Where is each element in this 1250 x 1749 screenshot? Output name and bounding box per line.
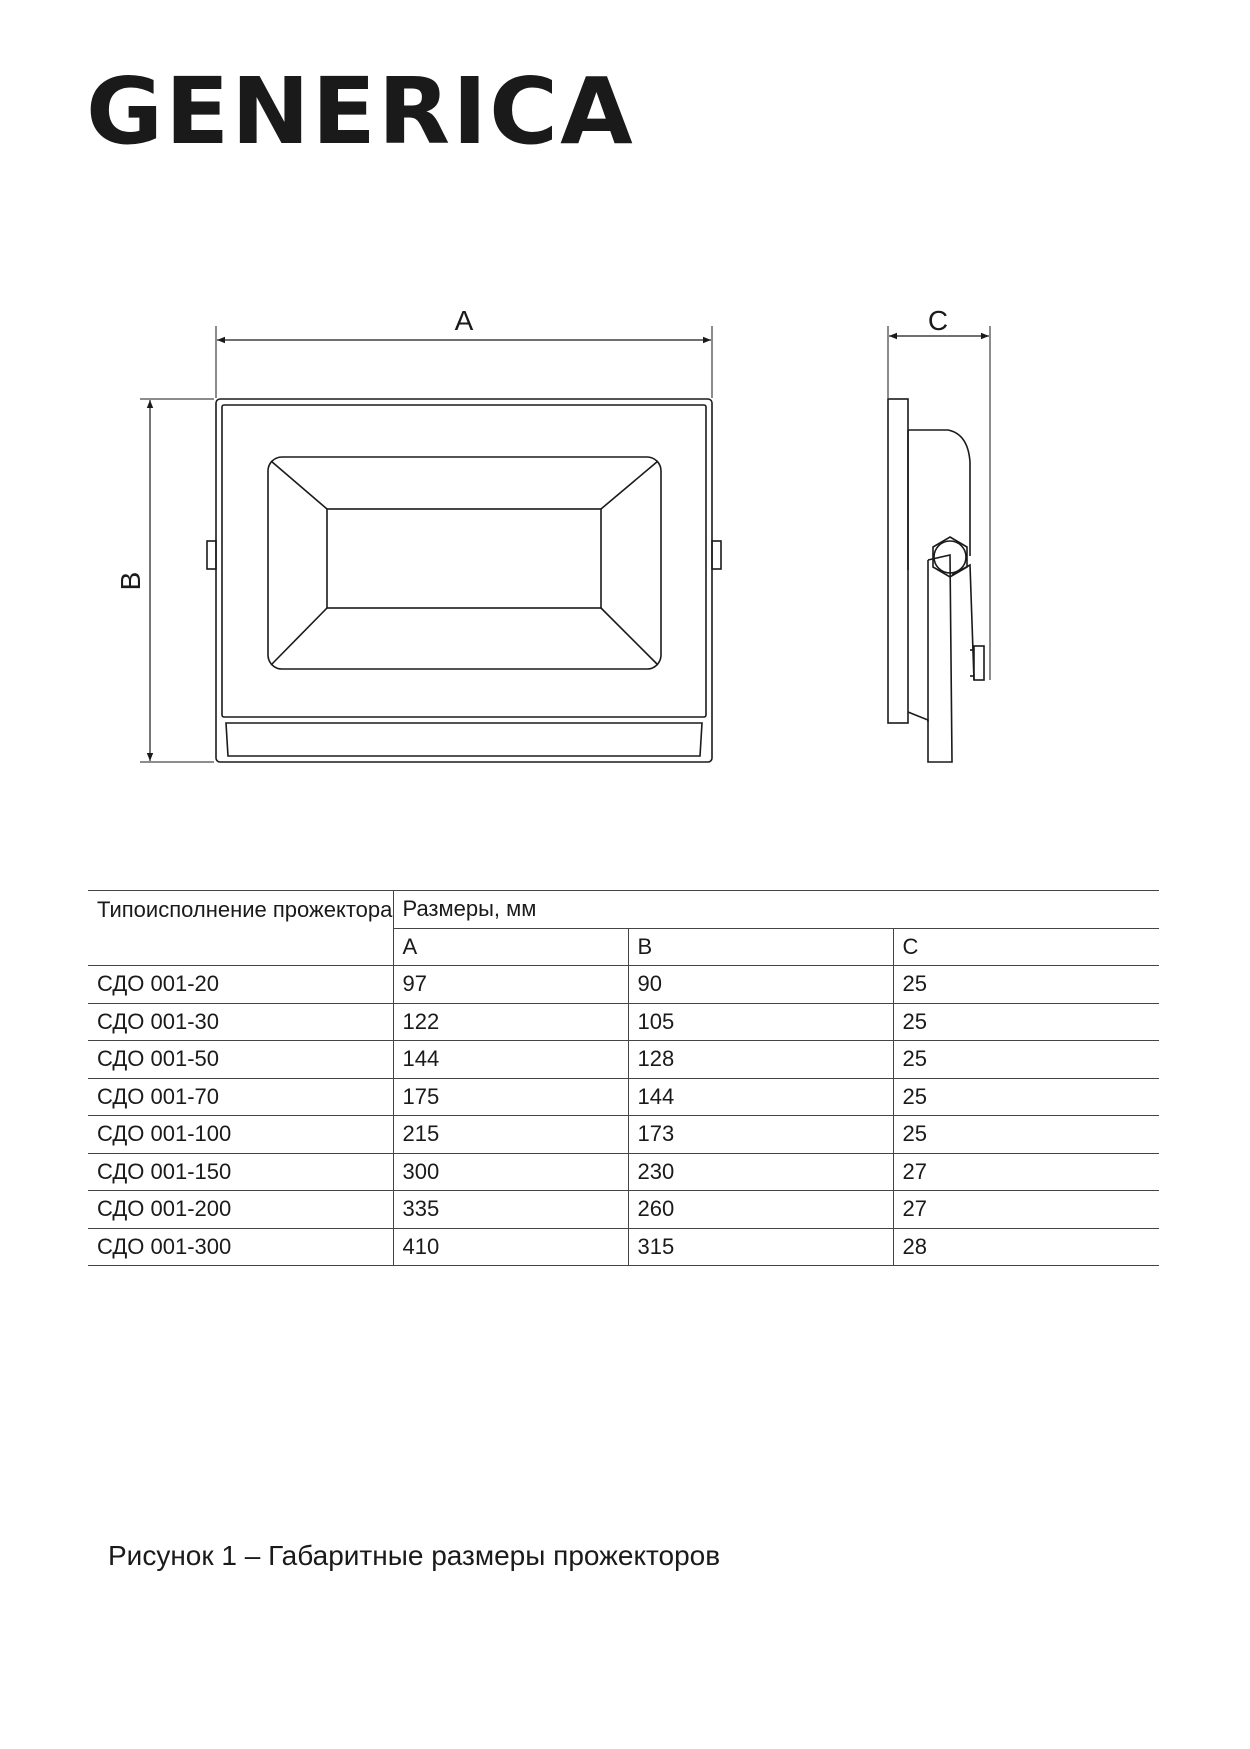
table-row xyxy=(88,1078,1159,1116)
dimension-a-label: A xyxy=(454,305,474,336)
cell-c: 25 xyxy=(893,1116,1159,1154)
table-row xyxy=(88,1041,1159,1079)
cell-c: 25 xyxy=(893,1003,1159,1041)
table-header-row xyxy=(88,891,1159,929)
cell-b: 230 xyxy=(628,1153,893,1191)
table-row xyxy=(88,966,1159,1004)
cell-model: СДО 001-20 xyxy=(88,966,393,1004)
cell-model: СДО 001-100 xyxy=(88,1116,393,1154)
cell-model: СДО 001-70 xyxy=(88,1078,393,1116)
cell-model: СДО 001-150 xyxy=(88,1153,393,1191)
cell-a: 122 xyxy=(393,1003,628,1041)
cell-model: СДО 001-300 xyxy=(88,1228,393,1266)
cell-model: СДО 001-30 xyxy=(88,1003,393,1041)
cell-a: 410 xyxy=(393,1228,628,1266)
cell-c: 25 xyxy=(893,966,1159,1004)
cell-c: 25 xyxy=(893,1078,1159,1116)
header-col-c: C xyxy=(893,928,1159,966)
cell-b: 90 xyxy=(628,966,893,1004)
header-sizes: Размеры, мм xyxy=(393,891,1159,929)
figure-caption: Рисунок 1 – Габаритные размеры прожекторов xyxy=(108,1540,721,1571)
cell-b: 128 xyxy=(628,1041,893,1079)
cell-c: 27 xyxy=(893,1191,1159,1229)
cell-c: 27 xyxy=(893,1153,1159,1191)
cell-a: 300 xyxy=(393,1153,628,1191)
table-row xyxy=(88,1003,1159,1041)
cell-a: 215 xyxy=(393,1116,628,1154)
cell-a: 335 xyxy=(393,1191,628,1229)
cell-a: 175 xyxy=(393,1078,628,1116)
header-col-a: A xyxy=(393,928,628,966)
cell-b: 105 xyxy=(628,1003,893,1041)
header-model: Типоисполнение прожектора xyxy=(88,891,393,966)
cell-b: 315 xyxy=(628,1228,893,1266)
table-row xyxy=(88,1228,1159,1266)
cell-a: 97 xyxy=(393,966,628,1004)
brand-logo: GENERICA xyxy=(86,58,635,165)
cell-c: 28 xyxy=(893,1228,1159,1266)
cell-c: 25 xyxy=(893,1041,1159,1079)
dimension-b-label: B xyxy=(115,571,146,591)
dimensions-table xyxy=(88,890,1159,1266)
cell-model: СДО 001-50 xyxy=(88,1041,393,1079)
header-col-b: B xyxy=(628,928,893,966)
cell-model: СДО 001-200 xyxy=(88,1191,393,1229)
table-row xyxy=(88,1153,1159,1191)
dimension-c-label: C xyxy=(927,305,949,336)
cell-b: 173 xyxy=(628,1116,893,1154)
table-row xyxy=(88,1191,1159,1229)
table-row xyxy=(88,1116,1159,1154)
cell-b: 260 xyxy=(628,1191,893,1229)
cell-b: 144 xyxy=(628,1078,893,1116)
floodlight-dimension-drawing xyxy=(0,290,1250,770)
cell-a: 144 xyxy=(393,1041,628,1079)
